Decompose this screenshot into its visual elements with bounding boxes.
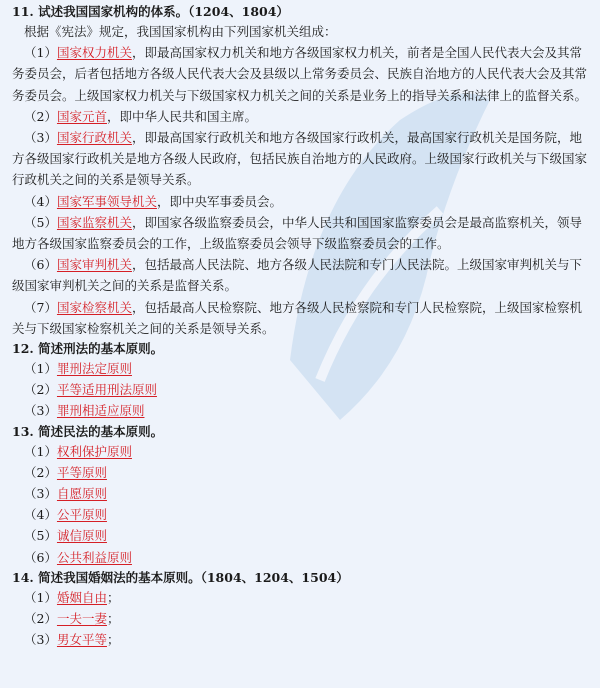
q12-item-1: （1）罪刑法定原则 (24, 361, 132, 377)
q12-heading: 12. 简述刑法的基本原则。 (12, 341, 164, 357)
q12-item-3: （3）罪刑相适应原则 (24, 403, 145, 419)
term-highlight: 国家审判机关 (56, 257, 132, 273)
q11-item-7: （7）国家检察机关，包括最高人民检察院、地方各级人民检察院和专门人民检察院，上级国家检察机关与下级国家检察机关之间的关系是领导关系。 (12, 299, 582, 336)
term-highlight: 国家监察机关 (56, 214, 132, 230)
q11-intro: 根据《宪法》规定，我国国家机构由下列国家机关组成： (24, 24, 337, 39)
term-highlight: 国家行政机关 (56, 130, 132, 146)
term-highlight: 国家军事领导机关 (56, 193, 157, 209)
term-highlight: 国家权力机关 (56, 45, 132, 61)
q11-item-2: （2）国家元首，即中华人民共和国主席。 (24, 108, 257, 124)
q11-item-3: （3）国家行政机关，即最高国家行政机关和地方各级国家行政机关，最高国家行政机关是国务院，地方各级国家行政机关是地方各级人民政府，包括民族自治地方的人民政府。上级国家行政机关与下级国家行政机关之间的关系是领导关系。 (12, 130, 588, 188)
q11-heading: 11. 试述我国国家机构的体系。（1204、1804） (12, 4, 289, 19)
term-highlight: 国家元首 (56, 108, 107, 124)
q11-item-4: （4）国家军事领导机关，即中央军事委员会。 (24, 193, 282, 209)
q13-item-3: （3）自愿原则 (24, 486, 107, 502)
q13-item-2: （2）平等原则 (24, 464, 107, 480)
q14-item-2: （2）一夫一妻； (24, 611, 120, 627)
q14-item-3: （3）男女平等； (24, 632, 120, 648)
q14-item-1: （1）婚姻自由； (24, 589, 120, 605)
q14-heading: 14. 简述我国婚姻法的基本原则。（1804、1204、1504） (12, 569, 349, 585)
q13-item-6: （6）公共利益原则 (24, 549, 132, 565)
q11-item-6: （6）国家审判机关，包括最高人民法院、地方各级人民法院和专门人民法院。上级国家审判机关与下级国家审判机关之间的关系是监督关系。 (12, 257, 582, 294)
q13-item-1: （1）权利保护原则 (24, 443, 132, 459)
q11-item-5: （5）国家监察机关，即国家各级监察委员会，中华人民共和国国家监察委员会是最高监察机关，领导地方各级国家监察委员会的工作，上级监察委员会领导下级监察委员会的工作。 (12, 214, 582, 252)
q13-item-5: （5）诚信原则 (24, 528, 107, 544)
q13-heading: 13. 简述民法的基本原则。 (12, 423, 164, 439)
q13-item-4: （4）公平原则 (24, 507, 107, 523)
q12-item-2: （2）平等适用刑法原则 (24, 382, 157, 398)
term-highlight: 国家检察机关 (56, 299, 132, 315)
q11-item-1: （1）国家权力机关，即最高国家权力机关和地方各级国家权力机关，前者是全国人民代表大会及其常务委员会，后者包括地方各级人民代表大会及县级以上常务委员会、民族自治地方的人民代表大会及其常务委员会。上级国家权力机关与下级国家权力机关之间的关系是业务上的指导关系和法律上的监督关系。 (12, 45, 588, 103)
